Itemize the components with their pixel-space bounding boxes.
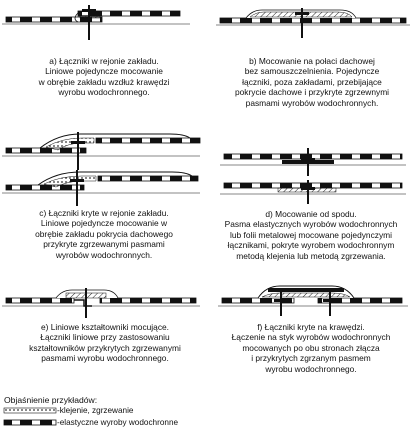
legend-membrane-label: -elastyczne wyroby wodochronne bbox=[57, 418, 179, 427]
diagram-e bbox=[2, 288, 200, 318]
legend-membrane-swatch bbox=[4, 420, 56, 425]
diagram-f bbox=[218, 286, 408, 316]
caption-b: b) Mocowanie na połaci dachowej bez samouszczelnienia. Pojedyncze łączniki, poza zakładami, przebijające pokrycie dachowe i przykryte zgrzewnymi pasmami wyrobów wodochronnych. bbox=[234, 56, 390, 108]
caption-d: d) Mocowanie od spodu. Pasma elastycznych wyrobów wodochronnych lub folii metalowej mocowane pojedynczymi łącznikami, pokryte wyrobem wodochronnym metodą klejenia lub metodą zgrzewania. bbox=[224, 209, 398, 261]
legend-title: Objaśnienie przykładów: bbox=[4, 395, 98, 405]
caption-a: a) Łączniki w rejonie zakładu. Liniowe pojedyncze mocowanie w obrębie zakładu wzdłuż krawędzi wyrobu wodochronnego. bbox=[38, 56, 170, 98]
diagram-c-bottom bbox=[2, 170, 200, 206]
diagram-b bbox=[216, 8, 410, 38]
diagram-d-top bbox=[220, 148, 406, 176]
legend-glue-swatch bbox=[4, 408, 56, 413]
caption-f: f) Łączniki kryte na krawędzi. Łączenie na styk wyrobów wodochronnych mocowanych po obu stronach złącza i przykrytych zgrzanym pasmem wyrobu wodochronnego. bbox=[231, 322, 391, 374]
caption-c: c) Łączniki kryte w rejonie zakładu. Liniowe pojedyncze mocowanie w obrębie zakładu pokrycia dachowego przykryte zgrzewanymi pasmami wyrobów wodochronnych. bbox=[35, 208, 173, 260]
caption-e: e) Liniowe kształtowniki mocujące. Łączniki liniowe przy zastosowaniu kształtowników przykrytych zgrzewanymi pasmami wyrobu wodochronnego. bbox=[29, 322, 181, 364]
diagram-d-bottom bbox=[220, 180, 406, 204]
legend-glue-label: -klejenie, zgrzewanie bbox=[57, 406, 134, 415]
diagram-a bbox=[2, 5, 190, 40]
diagram-c-top bbox=[2, 132, 200, 170]
